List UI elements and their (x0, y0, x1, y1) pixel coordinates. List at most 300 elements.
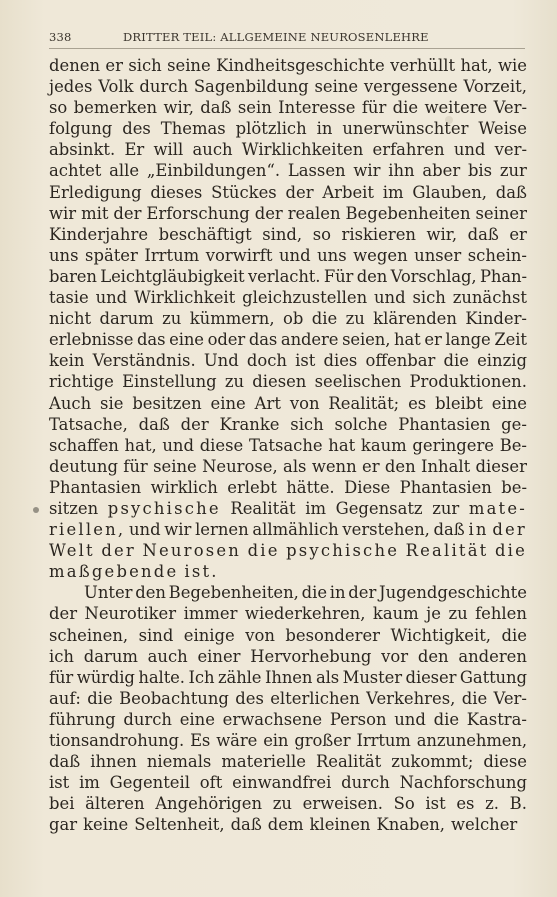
word: folgung (49, 119, 113, 139)
word: einwandfrei (232, 773, 332, 793)
word: zu (272, 794, 292, 814)
word: offenbar (365, 351, 436, 371)
word: Realität (230, 498, 296, 518)
word: ist (295, 351, 316, 371)
word: Phan- (479, 266, 527, 286)
word: so (312, 224, 331, 244)
word: das (137, 330, 166, 350)
word: Kinder- (465, 309, 527, 329)
word: dieser (405, 667, 457, 687)
word: Arbeit (322, 182, 375, 202)
word: Begebenheiten (345, 203, 471, 223)
text-line (49, 76, 527, 97)
word: immer (183, 604, 238, 624)
word: Seltenheit, (134, 815, 225, 835)
text-line (49, 519, 527, 540)
text-line (49, 730, 527, 751)
word: daß (433, 520, 465, 540)
word: der (113, 203, 142, 223)
text-line (49, 245, 527, 266)
word: Ich (188, 667, 215, 687)
word: Hervorhebung (250, 646, 372, 666)
word: achtet (49, 161, 102, 181)
word: er (362, 456, 380, 476)
word: richtige (49, 372, 114, 392)
word: in (329, 583, 346, 603)
word: dem (267, 815, 304, 835)
body-text (49, 55, 527, 835)
word: im (382, 182, 404, 202)
text-line (49, 308, 527, 329)
word: Unter (84, 583, 133, 603)
word: denen (49, 56, 101, 75)
word: die (392, 98, 419, 118)
word: Vorzeit, (463, 77, 527, 97)
text-line (49, 287, 527, 308)
word: Person (329, 709, 387, 729)
word: Neurosen (142, 541, 242, 561)
word: vor (381, 646, 409, 666)
word: bis (467, 161, 493, 181)
text-line (49, 498, 527, 519)
word: kleinen (309, 815, 371, 835)
text-line (49, 329, 527, 350)
word: lernen (195, 520, 249, 540)
word: und (95, 288, 128, 308)
word: und (453, 140, 486, 160)
word: die (461, 688, 488, 708)
word: die (87, 688, 113, 708)
word: als (315, 667, 340, 687)
word: Phantasien (399, 477, 492, 497)
word: daß (495, 182, 527, 202)
text-line (49, 224, 527, 245)
word: andere (280, 330, 339, 350)
word: unser (414, 245, 462, 265)
word: Begebenheiten, (168, 583, 299, 603)
word: materielle (221, 752, 306, 772)
word: er (105, 56, 123, 75)
text-line (49, 540, 527, 561)
word: doch (246, 351, 287, 371)
word: Kindheitsgeschichte (216, 56, 385, 75)
word: und (394, 709, 426, 729)
word: Leichtgläubigkeit (100, 266, 245, 286)
word: zunächst (452, 288, 527, 308)
text-line (49, 435, 527, 456)
word: erfahren (372, 140, 445, 160)
word: hat, (460, 56, 493, 75)
word: die (501, 625, 527, 645)
word: darum (83, 646, 138, 666)
word: das (248, 330, 278, 350)
word: sich (290, 414, 324, 434)
word: Tatsache, (49, 414, 128, 434)
word: Realität (405, 541, 489, 561)
word: lange (445, 330, 491, 350)
word: verhüllt (390, 56, 456, 75)
word: Für (323, 266, 354, 286)
word: Irrtum (144, 245, 200, 265)
word: klärenden (373, 309, 457, 329)
word: sich (128, 56, 162, 75)
word: schaffen (49, 435, 119, 455)
word: zu (162, 309, 182, 329)
word: ist (425, 794, 446, 814)
word: welcher (451, 815, 518, 835)
word: je (426, 604, 441, 624)
word: eine (179, 709, 215, 729)
word: sind (138, 625, 174, 645)
text-line (49, 266, 527, 287)
word: Stückes (211, 182, 277, 202)
text-line (49, 561, 527, 582)
word: Produktionen. (409, 372, 527, 392)
word: Ver- (493, 688, 527, 708)
word: seine (167, 56, 211, 75)
word: eine (491, 393, 527, 413)
word: ich (49, 646, 74, 666)
word: psychische (107, 498, 221, 518)
word: es (408, 393, 427, 413)
word: schein- (467, 245, 527, 265)
word: bleibt (435, 393, 483, 413)
word: sich (412, 288, 446, 308)
word: zu (345, 309, 365, 329)
word: Es (190, 731, 211, 750)
word: erlebnisse (49, 330, 134, 350)
word: daß (200, 98, 232, 118)
word: großer (294, 731, 351, 750)
word: kaum (360, 435, 407, 455)
word: ver- (494, 140, 527, 160)
word: Phantasien (49, 477, 142, 497)
word: des (235, 688, 264, 708)
word: gleichzustellen (242, 288, 368, 308)
word: aber (422, 161, 461, 181)
word: durch (139, 77, 189, 97)
page-number: 338 (49, 30, 72, 44)
word: verstehen, (342, 520, 430, 540)
word: Realität (315, 752, 382, 772)
text-line (49, 55, 527, 76)
word: sie (100, 393, 124, 413)
word: eine (210, 393, 246, 413)
word: wir (164, 520, 192, 540)
page-header (49, 30, 527, 46)
word: geringere (412, 435, 494, 455)
word: absinkt. (49, 140, 116, 160)
word: Er (124, 140, 145, 160)
word: keine (83, 815, 129, 835)
word: Sagenbildung (193, 77, 309, 97)
word: er (424, 330, 442, 350)
word: Kastra- (466, 709, 527, 729)
word: besonderer (285, 625, 380, 645)
word: hat, (124, 435, 157, 455)
word: des (122, 119, 151, 139)
text-line (49, 477, 527, 498)
word: wenn (311, 456, 357, 476)
text-line (49, 203, 527, 224)
word: maßgebende (49, 562, 179, 582)
word: der (49, 604, 78, 624)
word: wir, (426, 224, 458, 244)
word: zukommt; (391, 752, 474, 772)
word: Ver- (493, 98, 527, 118)
word: So (393, 794, 415, 814)
word: ge- (501, 414, 527, 434)
word: unerwünschter (342, 119, 469, 139)
word: ist. (184, 562, 219, 582)
word: sind, (262, 224, 303, 244)
word: „Einbildungen“. (146, 161, 281, 181)
word: oder (207, 330, 246, 350)
word: Diese (344, 477, 391, 497)
word: wir (49, 203, 77, 223)
word: Lassen (287, 161, 346, 181)
word: und (374, 288, 406, 308)
word: psychische (286, 541, 400, 561)
word: hat (394, 330, 421, 350)
word: Neurose, (202, 456, 278, 476)
word: baren (49, 266, 97, 286)
word: uns (49, 245, 79, 265)
word: bei (49, 794, 75, 814)
word: Wirklichkeiten (241, 140, 364, 160)
word: riskieren (341, 224, 416, 244)
word: einige (183, 625, 235, 645)
word: zur (499, 161, 527, 181)
word: Inhalt (421, 456, 471, 476)
word: Erledigung (49, 182, 142, 202)
word: die (433, 709, 460, 729)
text-line (49, 456, 527, 477)
word: zu (224, 372, 245, 392)
text-line (49, 371, 527, 392)
word: diese (483, 752, 527, 772)
word: Glauben, (412, 182, 487, 202)
word: kaum (372, 604, 419, 624)
text-line (49, 118, 527, 139)
text-line (49, 97, 527, 118)
word: erwachsene (222, 709, 323, 729)
word: daß (49, 752, 81, 772)
word: auch (192, 140, 233, 160)
text-line (49, 772, 527, 793)
word: gar (49, 815, 78, 835)
word: Zeit (494, 330, 527, 350)
word: erweisen. (302, 794, 383, 814)
word: und (278, 245, 311, 265)
word: Vorschlag, (390, 266, 477, 286)
word: Jugendgeschichte (379, 583, 527, 603)
word: verlacht. (247, 266, 321, 286)
word: Muster (342, 667, 402, 687)
word: von (245, 625, 275, 645)
word: diese (199, 435, 244, 455)
word: wirklich (150, 477, 218, 497)
text-line (49, 393, 527, 414)
word: tasie (49, 288, 89, 308)
word: wiederkehren, (244, 604, 366, 624)
text-line (49, 160, 527, 181)
word: die (247, 541, 280, 561)
word: einzig (477, 351, 527, 371)
word: fehlen (475, 604, 527, 624)
word: im (79, 773, 100, 793)
word: sitzen (49, 498, 99, 518)
word: ihnen (90, 752, 137, 772)
word: seiner (475, 203, 527, 223)
word: auf: (49, 688, 81, 708)
word: uns (317, 245, 347, 265)
text-line (49, 139, 527, 160)
word: vergessene (363, 77, 458, 97)
header-rule (49, 48, 525, 49)
word: es (456, 794, 475, 814)
word: der (492, 520, 527, 540)
word: B. (509, 794, 527, 814)
word: der (285, 182, 314, 202)
word: Verkehres, (366, 688, 456, 708)
word: zu (448, 604, 468, 624)
word: so (49, 98, 68, 118)
word: bemerken (73, 98, 158, 118)
word: Einstellung (122, 372, 217, 392)
word: besitzen (132, 393, 202, 413)
word: seelischen (314, 372, 402, 392)
word: realen (287, 203, 341, 223)
word: den (135, 583, 166, 603)
word: Interesse (278, 98, 356, 118)
word: be- (501, 477, 527, 497)
word: deutung (49, 456, 118, 476)
word: den (356, 266, 388, 286)
word: halte. (138, 667, 185, 687)
word: Angehörigen (155, 794, 263, 814)
word: daß (467, 224, 499, 244)
word: für (123, 456, 148, 476)
text-line (49, 793, 527, 814)
word: anderen (458, 646, 527, 666)
word: für (49, 667, 74, 687)
word: von (289, 393, 320, 413)
word: Gattung (459, 667, 527, 687)
word: Realität; (328, 393, 400, 413)
word: dies (323, 351, 358, 371)
word: und (129, 520, 161, 540)
word: jedes (49, 77, 93, 97)
running-title: DRITTER TEIL: ALLGEMEINE NEUROSENLEHRE (123, 30, 429, 44)
word: später (85, 245, 138, 265)
word: für (361, 98, 387, 118)
word: Wichtigkeit, (390, 625, 491, 645)
word: ihn (388, 161, 415, 181)
word: Nachforschung (399, 773, 527, 793)
word: die (494, 541, 527, 561)
word: seine (314, 77, 359, 97)
word: erlebt (227, 477, 277, 497)
word: oft (199, 773, 223, 793)
word: solche (334, 414, 388, 434)
word: er (509, 224, 527, 244)
word: in (468, 520, 489, 540)
text-line (49, 814, 527, 835)
word: weitere (424, 98, 488, 118)
word: allmählich (252, 520, 339, 540)
word: diesen (252, 372, 307, 392)
word: den (417, 646, 449, 666)
word: vorwirft (205, 245, 273, 265)
word: daß (138, 414, 170, 434)
word: tionsandrohung. (49, 731, 185, 750)
word: Themas (160, 119, 226, 139)
word: älteren (85, 794, 145, 814)
word: elterlichen (270, 688, 360, 708)
word: ein (263, 731, 289, 750)
word: plötzlich (235, 119, 307, 139)
word: Verständnis. (92, 351, 196, 371)
text-line (49, 350, 527, 371)
word: wie (497, 56, 527, 75)
word: die (301, 583, 328, 603)
word: Kranke (219, 414, 280, 434)
word: Kinderjahre (49, 224, 149, 244)
word: führung (49, 709, 116, 729)
word: und (162, 435, 194, 455)
word: seien, (342, 330, 391, 350)
word: Weise (478, 119, 527, 139)
word: beschäftigt (158, 224, 252, 244)
word: Volk (98, 77, 134, 97)
word: mate- (468, 498, 527, 518)
word: niemals (146, 752, 212, 772)
word: seine (153, 456, 197, 476)
word: kein (49, 351, 85, 371)
word: Knaben, (376, 815, 446, 835)
word: in (316, 119, 333, 139)
word: als (283, 456, 307, 476)
word: wir (353, 161, 381, 181)
word: der (180, 414, 209, 434)
word: will (153, 140, 184, 160)
text-line (49, 709, 527, 730)
word: dieses (150, 182, 203, 202)
text-line (49, 646, 527, 667)
word: hat (328, 435, 356, 455)
word: Ihnen (265, 667, 313, 687)
word: würdig (76, 667, 135, 687)
word: die (311, 309, 338, 329)
word: Be- (499, 435, 527, 455)
word: den (384, 456, 416, 476)
word: Gegenteil (109, 773, 190, 793)
text-line (49, 667, 527, 688)
word: die (443, 351, 469, 371)
text-line (49, 582, 527, 603)
word: Irrtum (356, 731, 411, 750)
word: anzunehmen, (416, 731, 527, 750)
word: alle (109, 161, 140, 181)
word: Beobachtung (119, 688, 229, 708)
word: zur (432, 498, 460, 518)
word: wegen (353, 245, 408, 265)
word: Und (203, 351, 239, 371)
word: sein (237, 98, 272, 118)
text-line (49, 182, 527, 203)
word: scheinen, (49, 625, 129, 645)
